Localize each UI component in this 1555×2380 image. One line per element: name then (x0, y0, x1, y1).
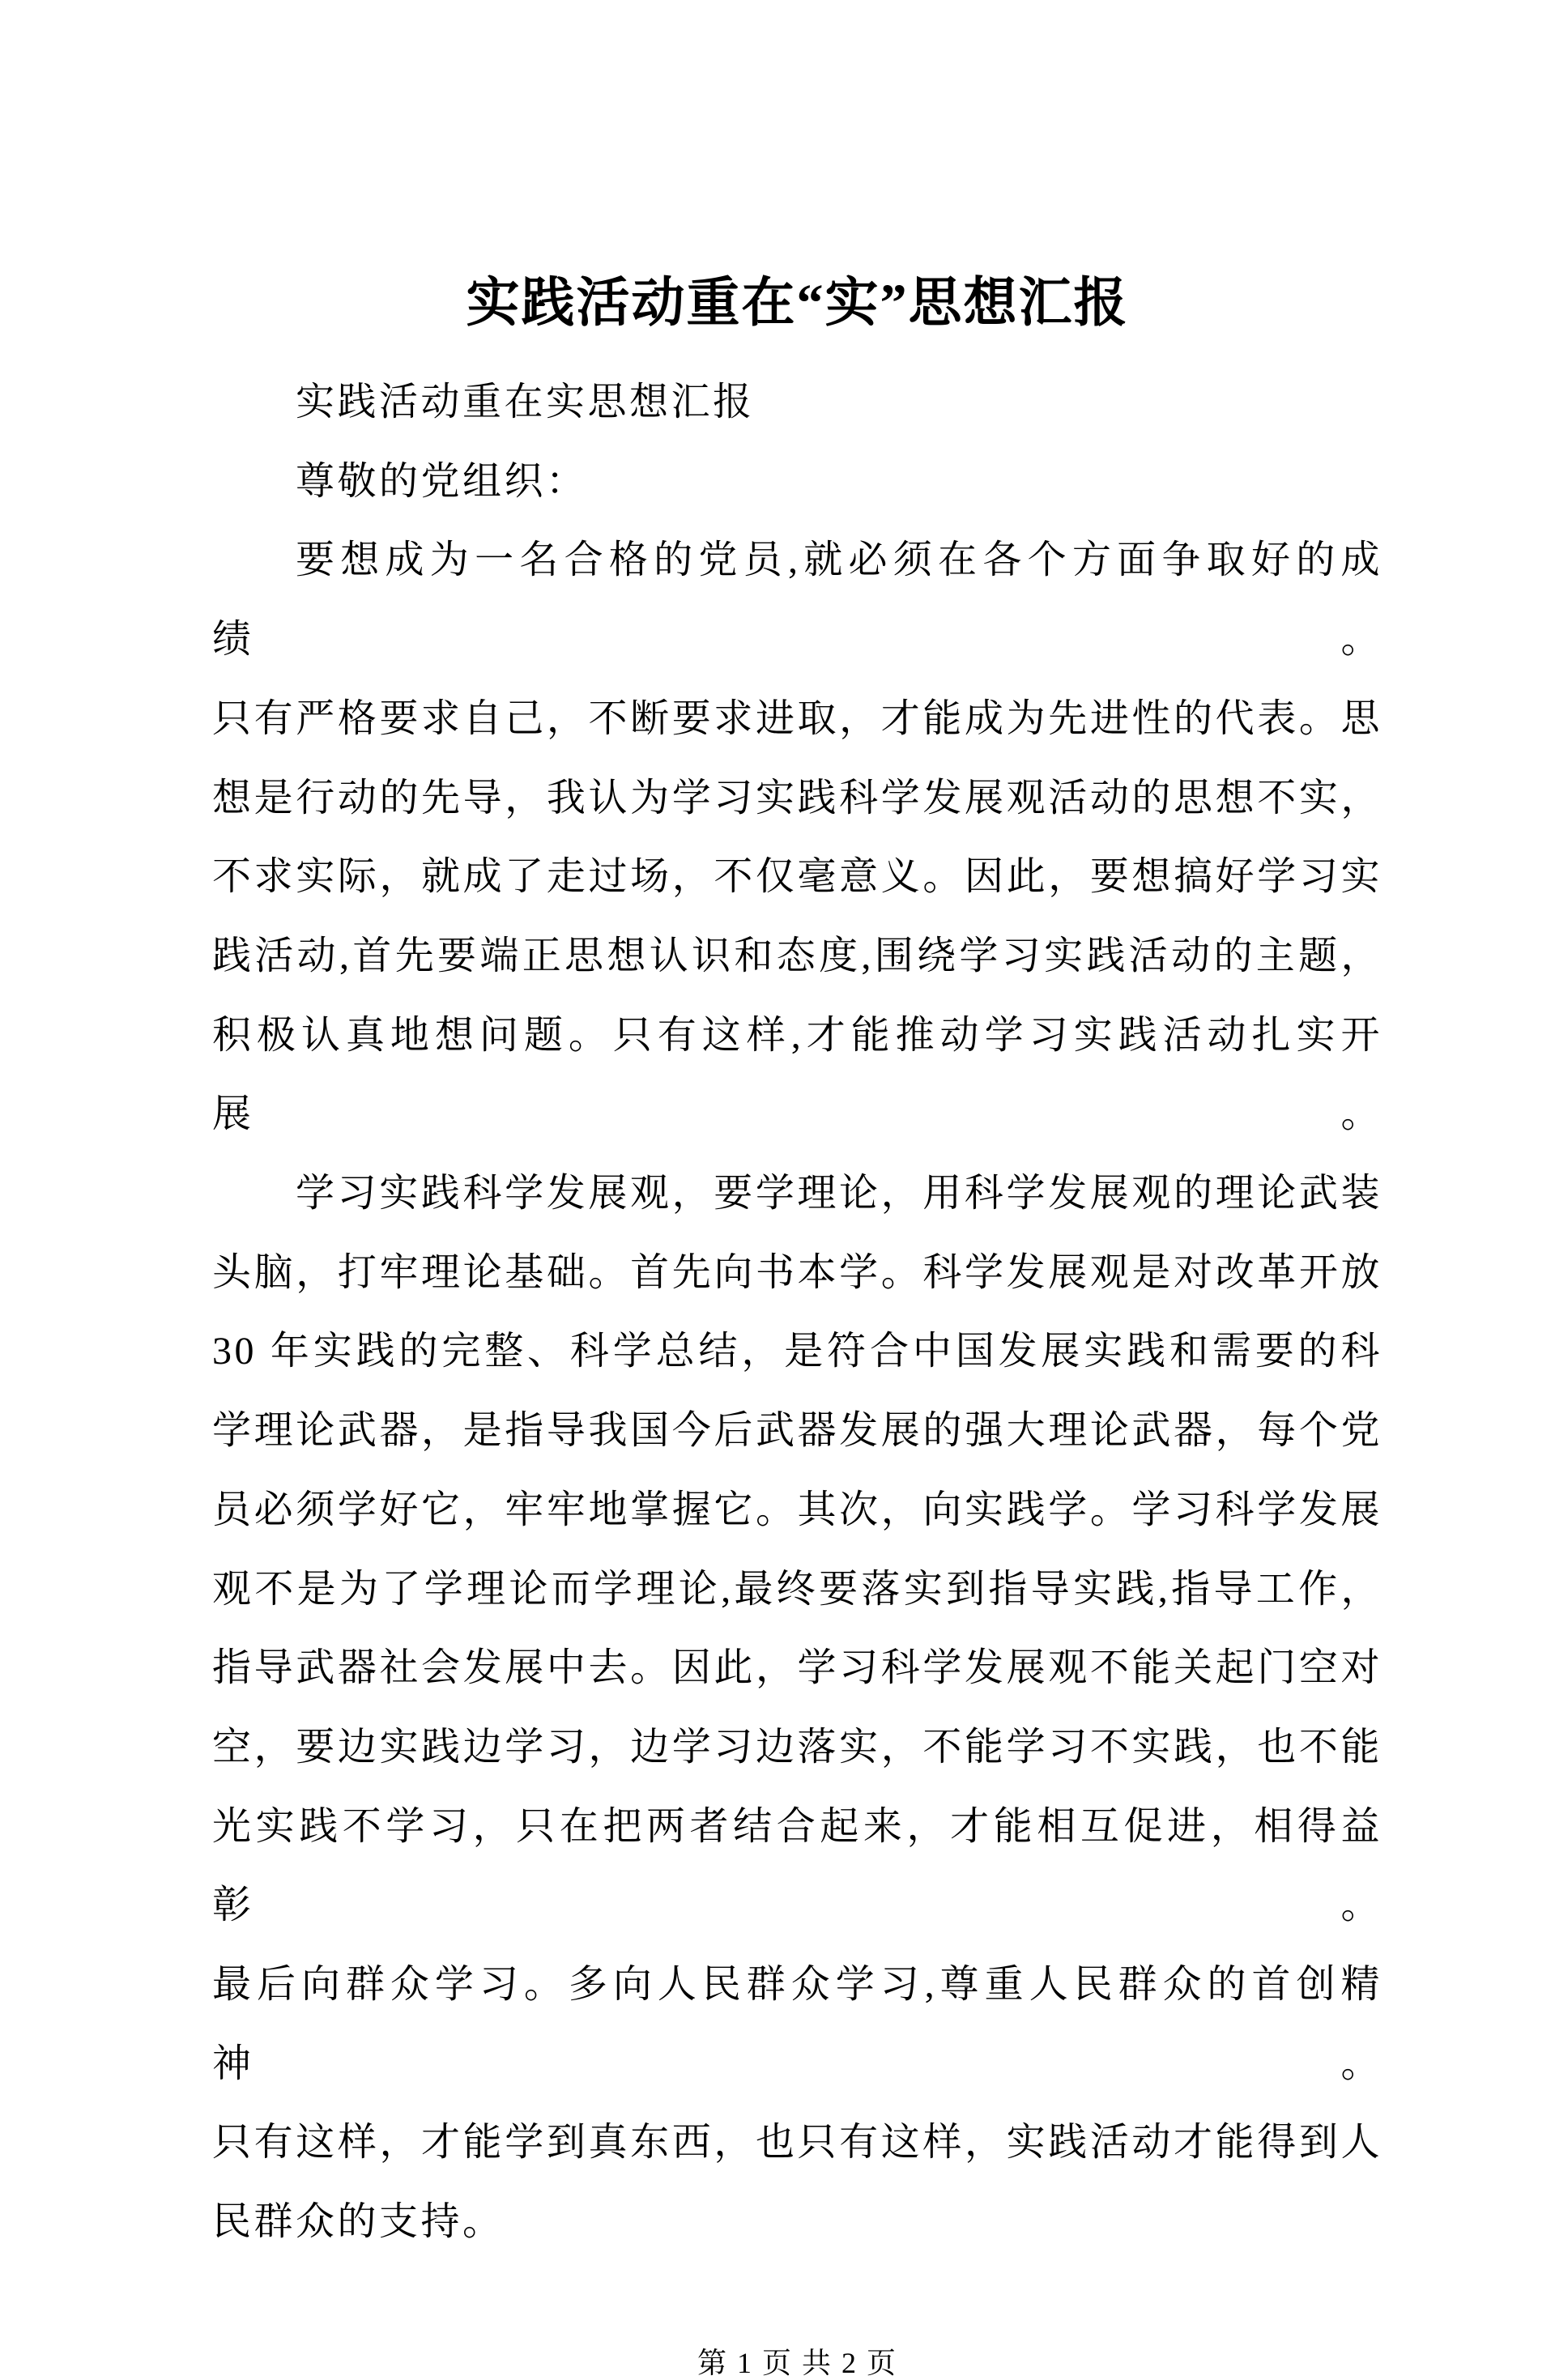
text-line: 实践活动重在实思想汇报 (296, 381, 755, 424)
text-line: 积极认真地想问题。只有这样,才能推动学习实践活动扎实开展。 (212, 1013, 1382, 1136)
page-number-footer: 第 1 页 共 2 页 (697, 2346, 897, 2379)
text-line: 观不是为了学理论而学理论,最终要落实到指导实践,指导工作， (212, 1567, 1382, 1611)
text-line: 学理论武器，是指导我国今后武器发展的强大理论武器，每个党 (212, 1409, 1382, 1453)
text-line: 不求实际，就成了走过场，不仅毫意义。因此，要想搞好学习实 (212, 855, 1382, 899)
text-line: 30 年实践的完整、科学总结，是符合中国发展实践和需要的科 (212, 1330, 1382, 1373)
text-line: 头脑，打牢理论基础。首先向书本学。科学发展观是对改革开放 (212, 1250, 1382, 1294)
text-line: 指导武器社会发展中去。因此，学习科学发展观不能关起门空对 (212, 1646, 1382, 1690)
text-line: 践活动,首先要端正思想认识和态度,围绕学习实践活动的主题， (212, 934, 1382, 977)
text-line: 员必须学好它，牢牢地掌握它。其次，向实践学。学习科学发展 (212, 1488, 1382, 1531)
text-line: 学习实践科学发展观，要学理论，用科学发展观的理论武装 (296, 1172, 1382, 1216)
text-line: 光实践不学习，只在把两者结合起来，才能相互促进，相得益彰。 (212, 1804, 1382, 1927)
text-line: 想是行动的先导，我认为学习实践科学发展观活动的思想不实， (212, 776, 1382, 820)
text-line: 空，要边实践边学习，边学习边落实，不能学习不实践，也不能 (212, 1725, 1382, 1769)
text-line: 尊敬的党组织： (296, 459, 588, 503)
text-line: 最后向群众学习。多向人民群众学习,尊重人民群众的首创精神。 (212, 1963, 1382, 2085)
text-line: 只有这样，才能学到真东西，也只有这样，实践活动才能得到人 (212, 2121, 1382, 2165)
text-line: 要想成为一名合格的党员,就必须在各个方面争取好的成绩。 (212, 539, 1382, 662)
document-body (0, 363, 1555, 2262)
text-line: 只有严格要求自己，不断要求进取，才能成为先进性的代表。思 (212, 696, 1382, 740)
text-line: 民群众的支持。 (212, 2200, 505, 2244)
document-title: 实践活动重在“实”思想汇报 (466, 274, 1129, 333)
